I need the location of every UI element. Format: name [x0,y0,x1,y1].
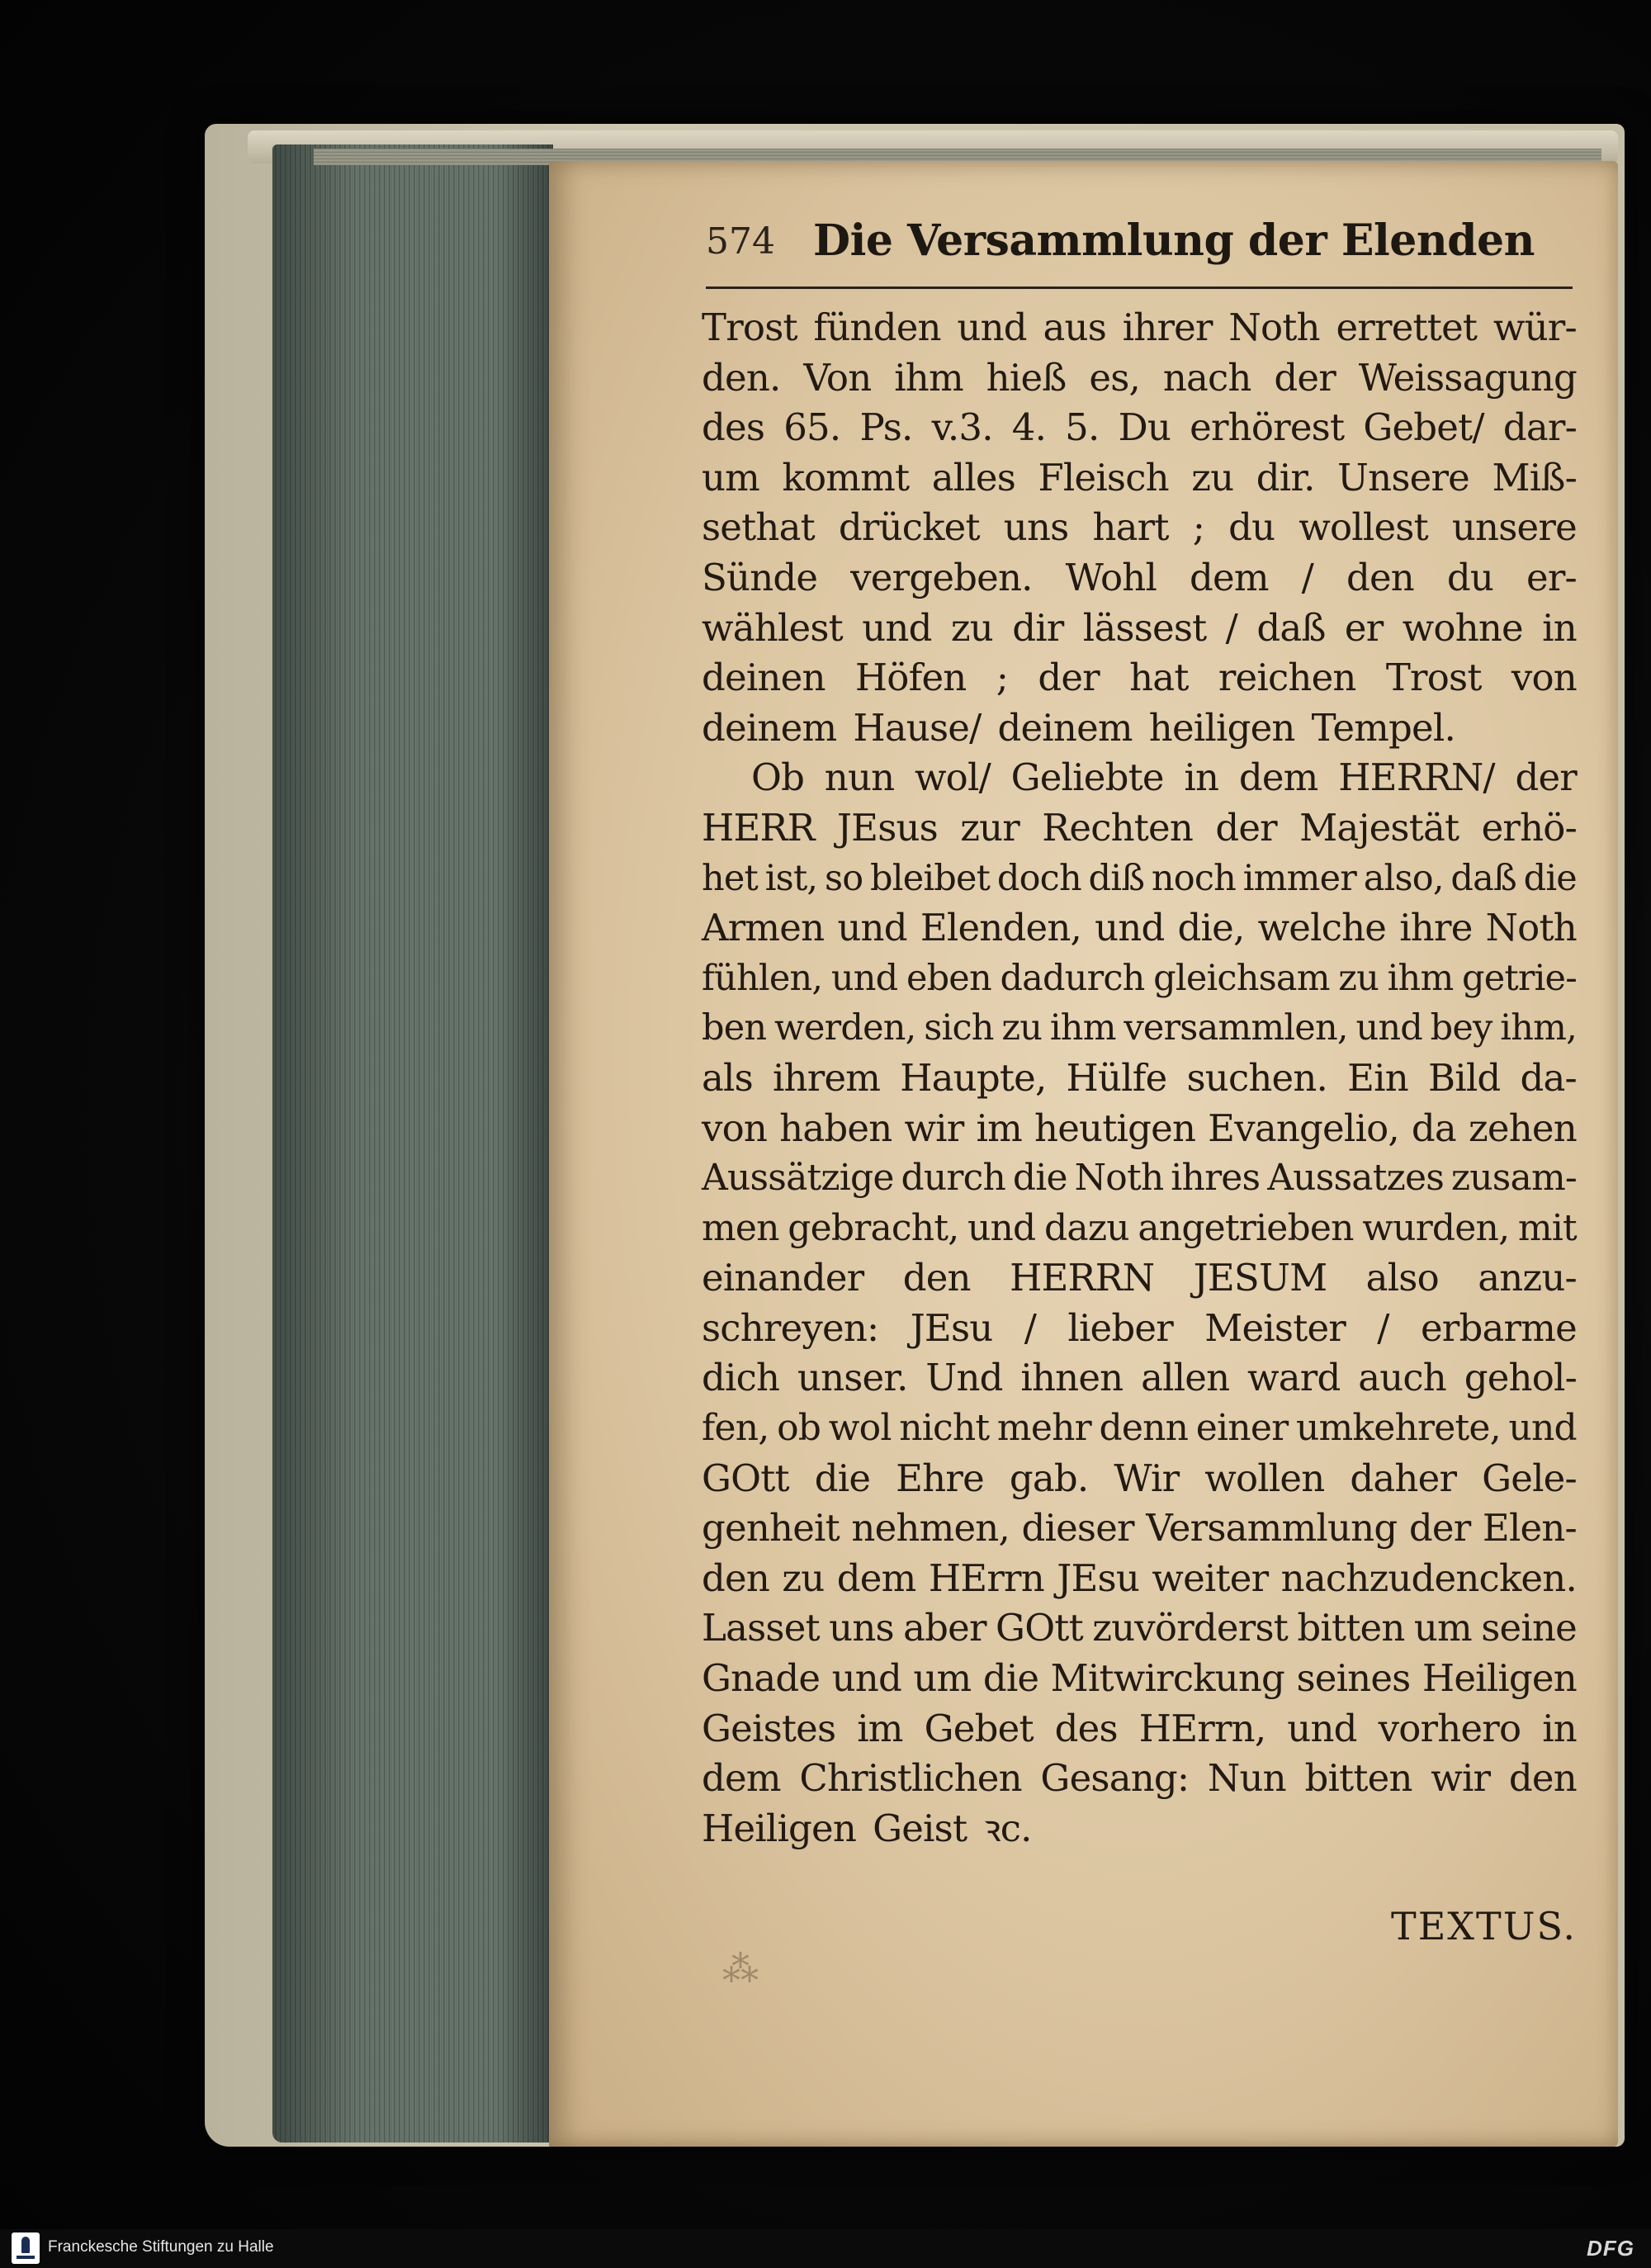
text-line: sethat drücket uns hart ; du wollest unsere [702,505,1577,550]
text-line: als ihrem Haupte, Hülfe suchen. Ein Bild da- [702,1055,1577,1100]
text-line: wählest und zu dir lässest / daß er wohne in [702,605,1577,650]
text-line: schreyen: JEsu / lieber Meister / erbarme [702,1305,1577,1350]
text-line: ben werden, sich zu ihm versammlen, und bey ihm, [702,1007,1577,1049]
institution-logo-icon [12,2232,40,2264]
text-line: Gnade und um die Mitwirckung seines Heiligen [702,1656,1577,1701]
page-number: 574 [706,220,775,263]
text-line: des 65. Ps. v.3. 4. 5. Du erhörest Gebet/ dar- [702,405,1577,450]
text-line: fen, ob wol nicht mehr denn einer umkehrete, und [702,1407,1577,1450]
text-line: GOtt die Ehre gab. Wir wollen daher Gele- [702,1456,1577,1500]
page-fore-edges-shade [272,144,553,2143]
text-line: Armen und Elenden, und die, welche ihre Noth [702,906,1577,950]
text-line: deinen Höfen ; der hat reichen Trost von [702,656,1577,700]
text-line: den. Von ihm hieß es, nach der Weissagung [702,355,1577,400]
show-through-ink: ⁂ [722,1948,759,1991]
viewer-footer [0,2229,1651,2268]
text-line: Sünde vergeben. Wohl dem / den du er- [702,555,1577,599]
text-line: men gebracht, und dazu angetrieben wurden, mit [702,1206,1577,1249]
text-line: genheit nehmen, dieser Versammlung der Elen- [702,1506,1577,1551]
text-line: deinem Hause/ deinem heiligen Tempel. [702,705,1455,750]
text-line: het ist, so bleibet doch diß noch immer also, daß die [702,857,1577,899]
text-line: um kommt alles Fleisch zu dir. Unsere Miß- [702,455,1577,500]
body-text [702,303,1577,1854]
text-line: Lasset uns aber GOtt zuvörderst bitten um seine [702,1606,1577,1650]
text-line: Heiligen Geist ꝛc. [702,1806,1032,1850]
text-line: einander den HERRN JESUM also anzu- [702,1256,1577,1300]
header-rule [706,286,1573,289]
text-line: dem Christlichen Gesang: Nun bitten wir den [702,1756,1577,1801]
text-line: Geistes im Gebet des HErrn, und vorhero in [702,1706,1577,1750]
text-line: fühlen, und eben dadurch gleichsam zu ihm getrie- [702,957,1577,999]
text-line: den zu dem HErrn JEsu weiter nachzudencken. [702,1555,1577,1600]
institution-label: Franckesche Stiftungen zu Halle [48,2238,274,2256]
text-line: dich unser. Und ihnen allen ward auch gehol- [702,1356,1577,1400]
running-head: Die Versammlung der Elenden [813,215,1535,266]
book-page [549,161,1618,2147]
text-line: von haben wir im heutigen Evangelio, da zehen [702,1106,1577,1150]
dfg-badge: DFG [1587,2236,1634,2261]
text-line: Aussätzige durch die Noth ihres Aussatzes zusam- [702,1157,1577,1200]
section-heading-textus: TEXTUS. [1391,1904,1577,1948]
text-line: HERR JEsus zur Rechten der Majestät erhö- [702,805,1577,850]
text-line: Trost fünden und aus ihrer Noth errettet wür- [702,305,1577,349]
page-header [706,215,1573,282]
text-line: Ob nun wol/ Geliebte in dem HERRN/ der [751,755,1577,800]
